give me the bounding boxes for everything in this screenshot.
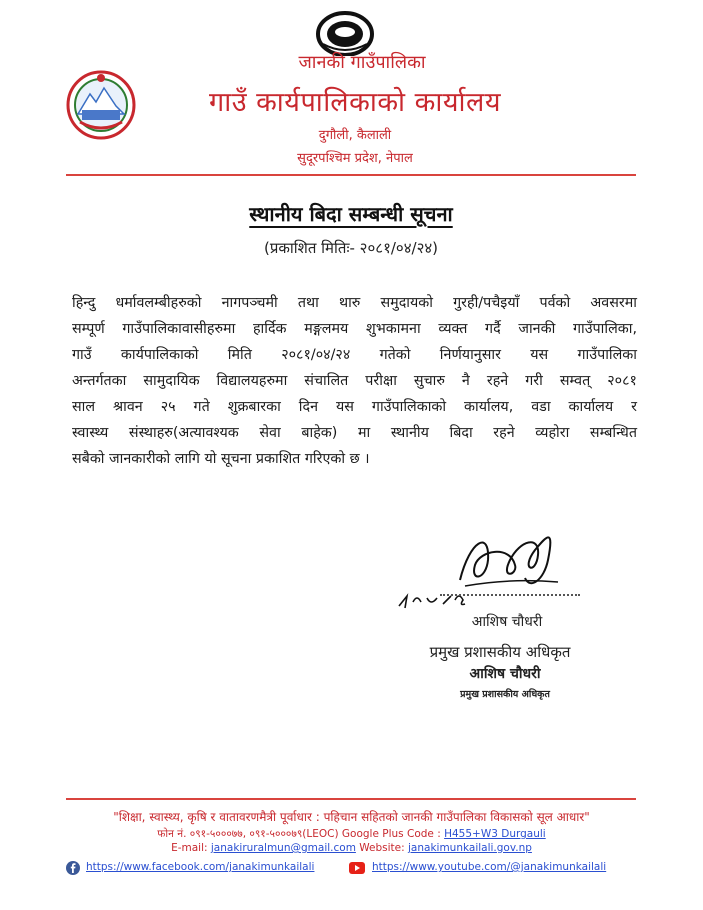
signature-line <box>440 593 580 596</box>
address-line-2: सुदूरपश्चिम प्रदेश, नेपाल <box>297 151 413 166</box>
email-link[interactable]: janakiruralmun@gmail.com <box>210 842 356 854</box>
published-date: (प्रकाशित मितिः- २०८१/०४/२४) <box>263 239 439 257</box>
body-line: गाउँ कार्यपालिकाको मिति २०८१/०४/२४ गतेको निर्णयानुसार यस गाउँपालिका <box>72 347 637 363</box>
footer-social <box>66 860 666 878</box>
address-line-1: दुगौली, कैलाली <box>318 128 392 143</box>
website-link[interactable]: janakimunkailali.gov.np <box>408 842 532 854</box>
facebook-icon <box>66 861 80 875</box>
body-line: सम्पूर्ण गाउँपालिकावासीहरुमा हार्दिक मङ्गलमय शुभकामना व्यक्त गर्दै जानकी गाउँपालिका, <box>72 321 637 337</box>
stamp-role: प्रमुख प्रशासकीय अधिकृत <box>460 689 550 700</box>
nepal-emblem-icon <box>66 70 136 140</box>
plus-code-link[interactable]: H455+W3 Durgauli <box>444 828 546 840</box>
stamp-name: आशिष चौधरी <box>469 666 541 682</box>
footer-divider <box>66 798 636 800</box>
youtube-link[interactable]: https://www.youtube.com/@janakimunkailali <box>372 861 607 873</box>
office-title: गाउँ कार्यपालिकाको कार्यालय <box>209 87 501 118</box>
body-line: सबैको जानकारीको लागि यो सूचना प्रकाशित गरिएको छ । <box>72 451 370 467</box>
body-line: अन्तर्गतका सामुदायिक विद्यालयहरुमा संचालित परीक्षा सुचारु नै रहने गरी सम्वत् २०८१ <box>72 373 637 389</box>
notice-body <box>72 290 637 472</box>
office-seal-stamp <box>315 4 375 56</box>
footer-email-line <box>50 842 653 854</box>
facebook-link[interactable]: https://www.facebook.com/janakimunkailali <box>86 861 315 873</box>
footer-contact <box>50 827 653 841</box>
phone-text: फोन नं. ०९१-५०००७७, ०९१-५०००७९(LEOC) Google Plus Code : <box>157 828 441 840</box>
email-label: E-mail: <box>171 842 208 854</box>
website-label: Website: <box>359 842 405 854</box>
header-divider <box>66 174 636 176</box>
body-line: स्वास्थ्य संस्थाहरु(अत्यावश्यक सेवा बाहेक) मा स्थानीय बिदा रहने व्यहोरा सम्बन्धित <box>72 425 637 441</box>
body-line: हिन्दु धर्मावलम्बीहरुको नागपञ्चमी तथा थारु समुदायको गुरही/पचैइयाँ पर्वको अवसरमा <box>72 295 637 311</box>
notice-title: स्थानीय बिदा सम्बन्धी सूचना <box>249 202 453 226</box>
municipality-name: जानकी गाउँपालिका <box>298 52 426 73</box>
signer-role: प्रमुख प्रशासकीय अधिकृत <box>429 643 571 661</box>
handwritten-date <box>395 588 585 612</box>
footer-slogan: "शिक्षा, स्वास्थ्य, कृषि र वातावरणमैत्री पूर्वाधार : पहिचान सहितको जानकी गाउँपालिका विकासको सूल आधार" <box>113 810 590 824</box>
signer-name: आशिष चौधरी <box>471 614 543 630</box>
body-line: साल श्रावन २५ गते शुक्रबारका दिन यस गाउँपालिकाको कार्यालय, वडा कार्यालय र <box>72 399 637 415</box>
youtube-icon <box>349 862 365 874</box>
